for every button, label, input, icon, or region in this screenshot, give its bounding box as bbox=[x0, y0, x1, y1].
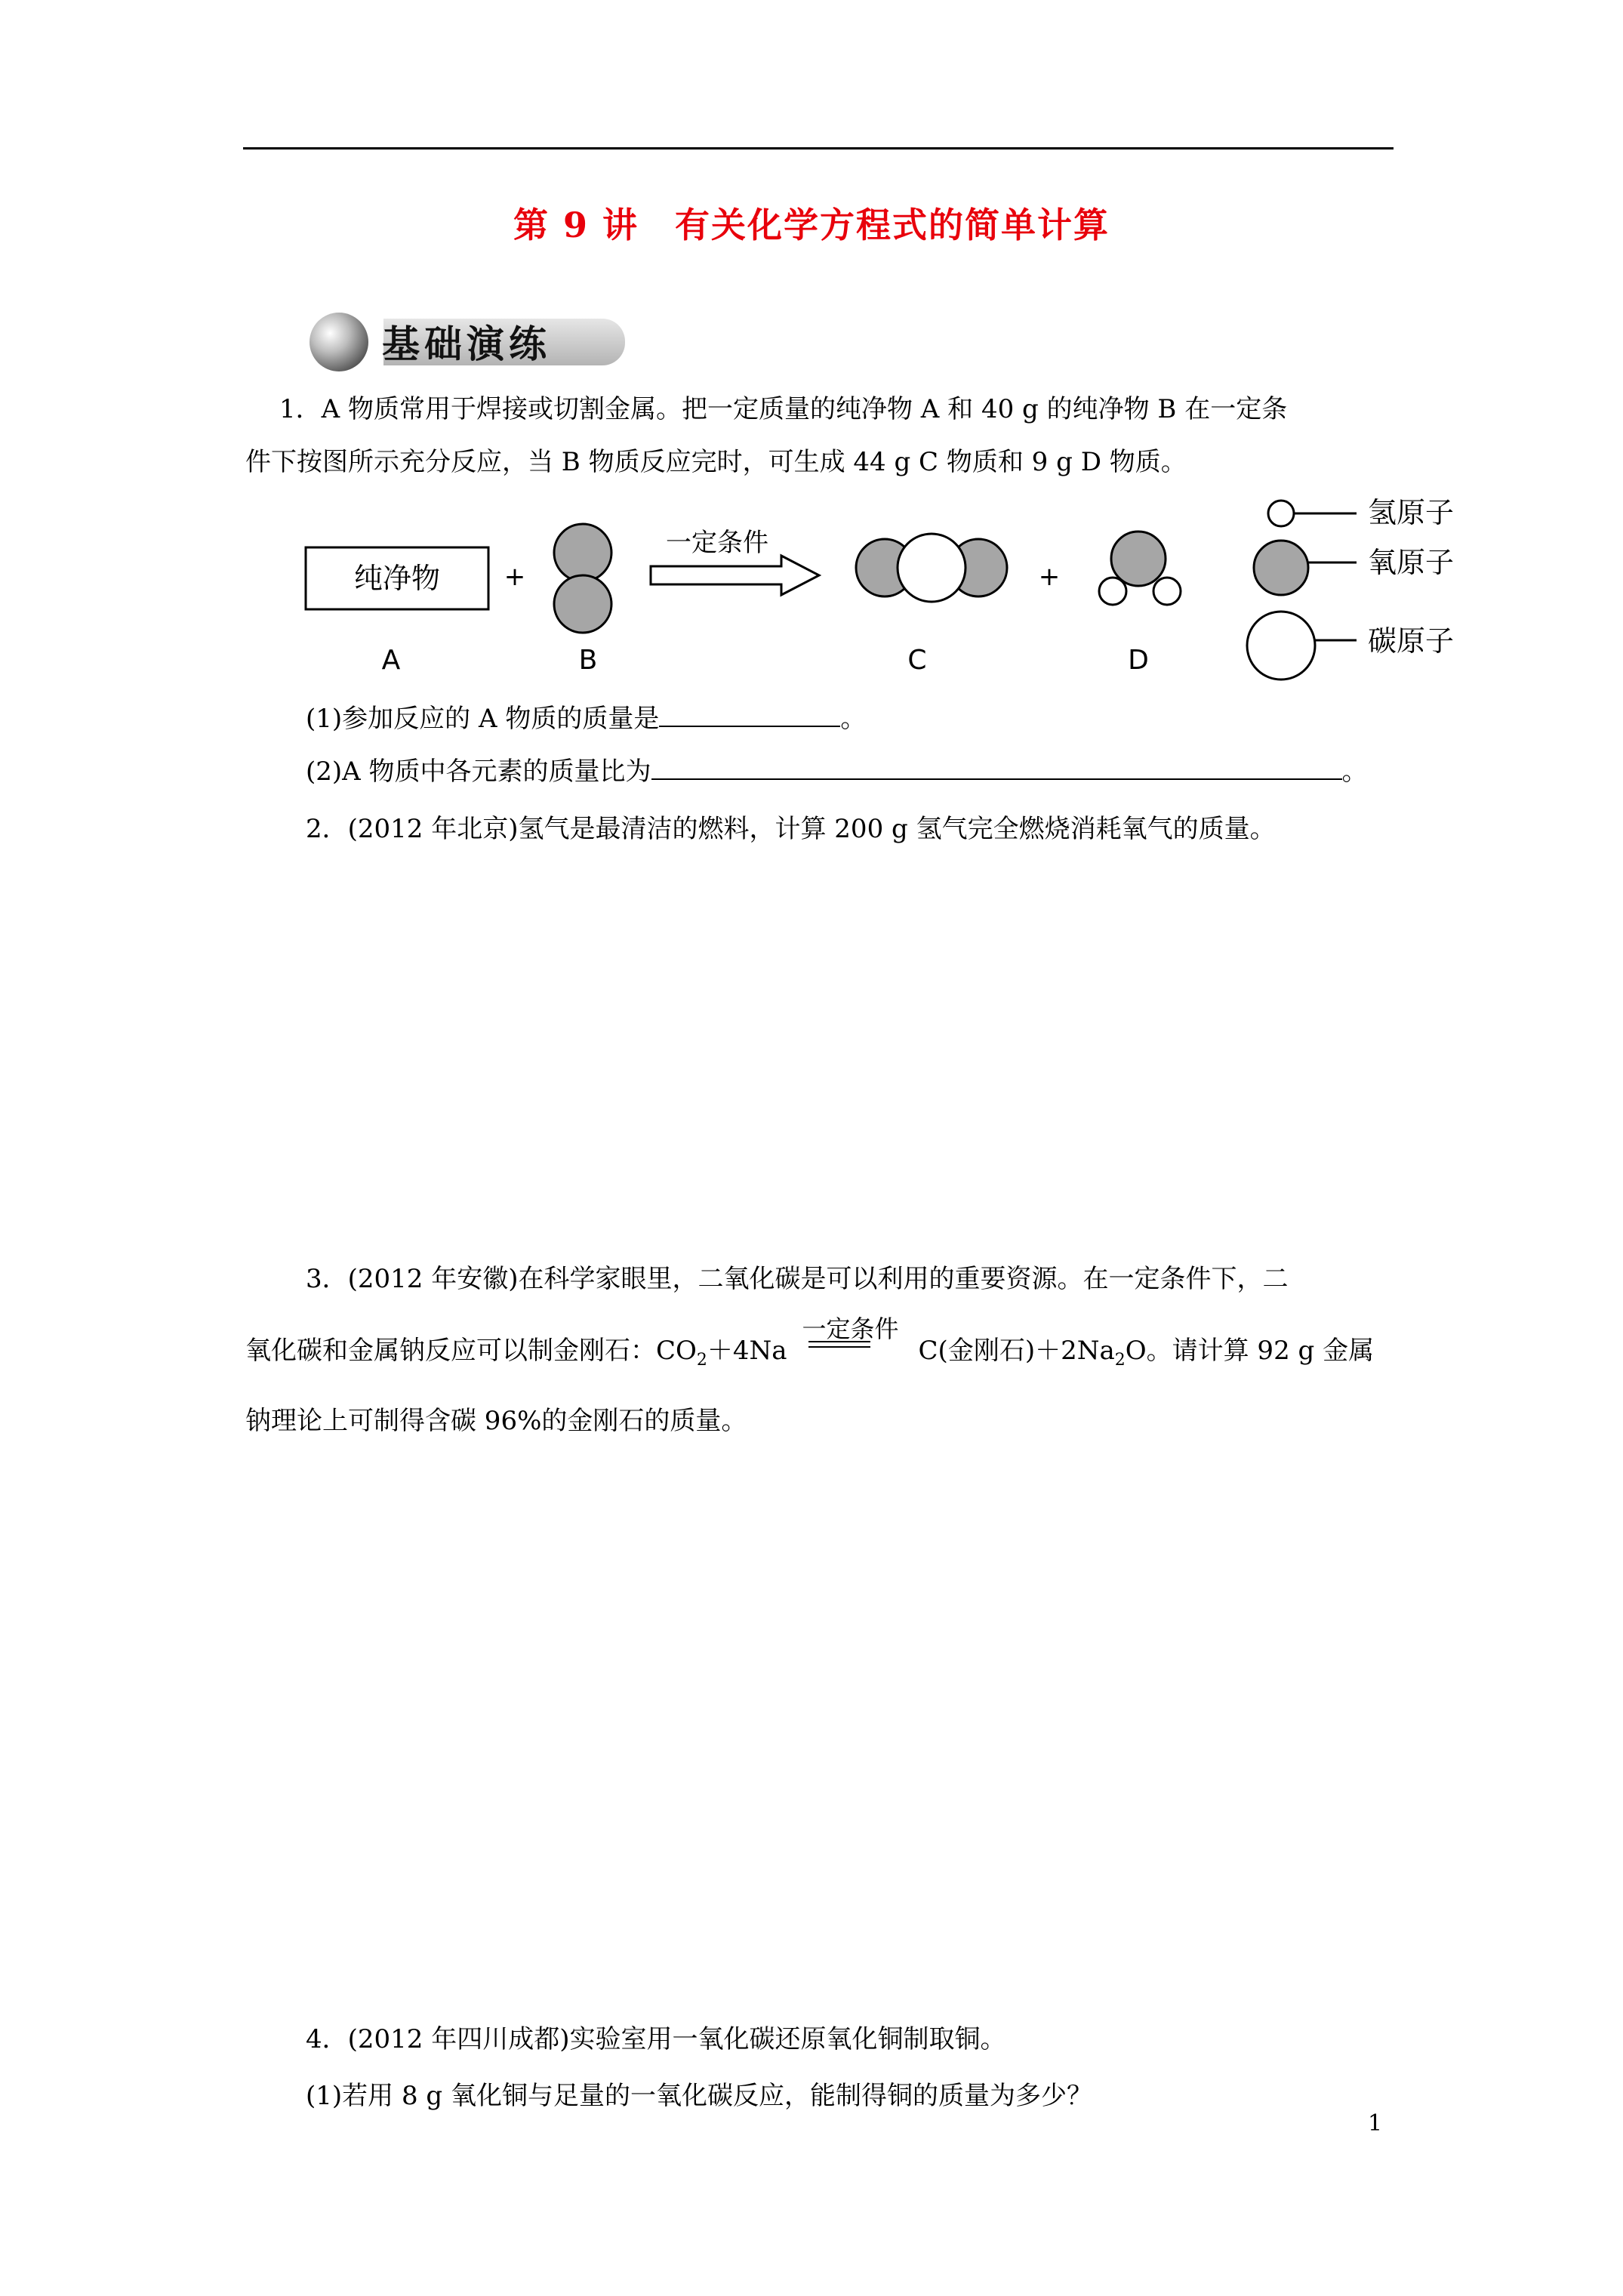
reaction-diagram bbox=[0, 483, 1623, 702]
q1-sub2-end: 。 bbox=[1341, 757, 1368, 787]
section-header bbox=[300, 304, 633, 379]
section-title: 基础演练 bbox=[382, 322, 551, 366]
q3-text-a: 氧化碳和金属钠反应可以制金刚石：CO bbox=[245, 1336, 697, 1366]
q3-text-c: C(金刚石)＋2Na bbox=[918, 1336, 1115, 1366]
q4-sub1: (1)若用 8 g 氧化铜与足量的一氧化碳反应，能制得铜的质量为多少？ bbox=[306, 2081, 1092, 2111]
q3-text-b: ＋4Na bbox=[707, 1336, 787, 1366]
q3-sub-2b: 2 bbox=[1114, 1350, 1126, 1370]
label-d: D bbox=[1128, 645, 1149, 676]
header-rule bbox=[243, 147, 1394, 149]
q4-line1: 4．(2012 年四川成都)实验室用一氧化碳还原氧化铜制取铜。 bbox=[306, 2024, 1006, 2054]
q3-sub-2: 2 bbox=[696, 1350, 707, 1370]
label-c: C bbox=[907, 645, 927, 676]
plus-sign-2: + bbox=[1038, 562, 1061, 592]
legend-carbon: 碳原子 bbox=[1368, 624, 1455, 658]
sphere-icon bbox=[310, 313, 368, 371]
equation-condition bbox=[802, 1314, 916, 1359]
q1-line1: 1．A 物质常用于焊接或切割金属。把一定质量的纯净物 A 和 40 g 的纯净物 B 在一定条 bbox=[279, 394, 1288, 424]
legend-oxygen-icon bbox=[1254, 541, 1308, 595]
answer-blank-1[interactable] bbox=[659, 703, 840, 727]
q1-sub1 bbox=[306, 693, 866, 744]
answer-blank-2[interactable] bbox=[651, 756, 1342, 780]
label-b: B bbox=[578, 645, 598, 676]
hydrogen-atom-d2 bbox=[1153, 578, 1181, 605]
legend-oxygen: 氧原子 bbox=[1368, 546, 1455, 579]
page-number: 1 bbox=[1368, 2110, 1383, 2137]
hydrogen-atom-d1 bbox=[1099, 578, 1126, 605]
q3-text-d: O。请计算 92 g 金属 bbox=[1125, 1336, 1375, 1366]
carbon-atom-c bbox=[898, 534, 965, 602]
q1-sub2 bbox=[306, 746, 1368, 797]
oxygen-atom-d bbox=[1111, 532, 1166, 586]
oxygen-atom-b2 bbox=[554, 575, 611, 633]
legend-hydrogen-icon bbox=[1268, 501, 1294, 526]
oxygen-atom-b1 bbox=[554, 524, 611, 581]
legend-carbon-icon bbox=[1247, 612, 1315, 680]
q3-line2 bbox=[245, 1314, 1375, 1386]
q1-sub1-text: (1)参加反应的 A 物质的质量是 bbox=[306, 704, 660, 734]
legend-hydrogen: 氢原子 bbox=[1368, 496, 1455, 529]
q3-line3: 钠理论上可制得含碳 96%的金刚石的质量。 bbox=[245, 1406, 747, 1436]
page-title: 第 9 讲 有关化学方程式的简单计算 bbox=[513, 205, 1110, 245]
box-label: 纯净物 bbox=[353, 562, 441, 595]
q2-text: 2．(2012 年北京)氢气是最清洁的燃料，计算 200 g 氢气完全燃烧消耗氧气的质量。 bbox=[306, 814, 1276, 844]
equation-condition-text: 一定条件 bbox=[802, 1314, 899, 1343]
q3-line1: 3．(2012 年安徽)在科学家眼里，二氧化碳是可以利用的重要资源。在一定条件下，二 bbox=[306, 1264, 1289, 1294]
reaction-condition: 一定条件 bbox=[666, 528, 768, 558]
q1-sub2-text: (2)A 物质中各元素的质量比为 bbox=[306, 757, 651, 787]
plus-sign-1: + bbox=[504, 562, 526, 592]
reaction-arrow bbox=[651, 556, 819, 595]
q1-line2: 件下按图所示充分反应，当 B 物质反应完时，可生成 44 g C 物质和 9 g D 物质。 bbox=[245, 447, 1187, 477]
label-a: A bbox=[381, 645, 401, 676]
q1-sub1-end: 。 bbox=[840, 704, 867, 734]
